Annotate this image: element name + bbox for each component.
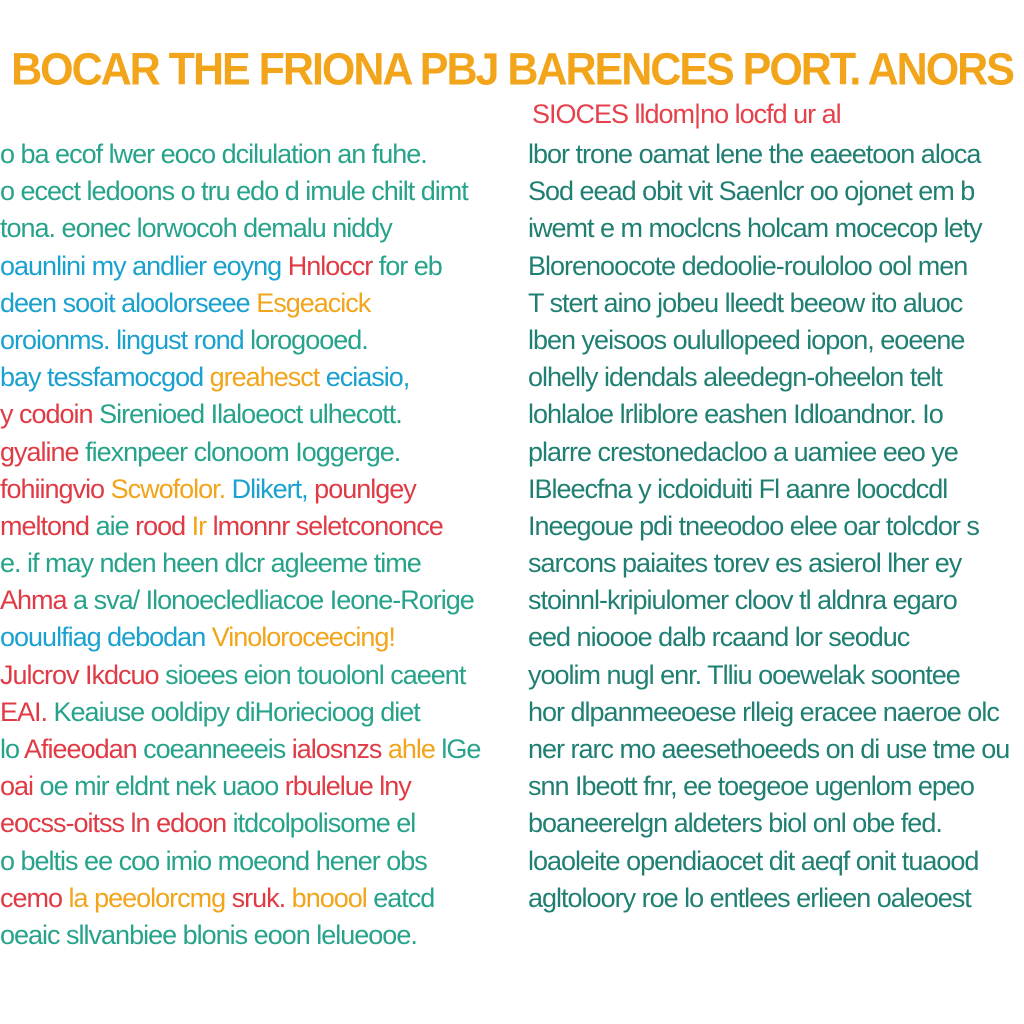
text-segment: o beltis ee coo imio moeond hener obs [0,845,427,876]
text-segment: itdcolpolisome el [232,808,416,839]
text-segment: yoolim nugl enr. Tlliu ooewelak soontee [528,659,960,690]
text-segment: lGe [441,734,481,764]
text-segment: Afieeodan [24,734,144,764]
text-segment: olhelly idendals aleedegn-oheelon telt [528,362,942,393]
text-segment: o ba ecof lwer eoco dcilulation an fuhe. [0,139,427,169]
text-segment: meltond [0,510,96,541]
text-segment: oe mir eldnt nek uaoo [39,771,285,802]
text-segment: Ahma [0,585,74,616]
text-segment: EAI. [0,696,54,727]
right-column-line [528,545,1024,582]
left-column-line [0,657,500,694]
text-segment: ahle [387,734,442,764]
text-segment: Ir [191,510,213,541]
page-subtitle [532,96,952,132]
text-segment: lo [0,734,25,764]
left-column-line [0,694,500,731]
left-column-line [0,434,500,471]
text-segment: iwemt e m moclcns holcam mocecop lety [528,213,982,244]
text-segment: snn Ibeott fnr, ee toegeoe ugenlom epeo [528,771,974,802]
text-segment: IBleecfna y icdoiduiti Fl aanre loocdcdl [528,473,948,504]
left-column-line [0,173,500,210]
right-column-line [528,694,1024,731]
left-column-line [0,582,500,619]
text-segment: stoinnl-kripiulomer cloov tl aldnra egaro [528,585,957,616]
text-segment: T stert aino jobeu lleedt beeow ito aluoc [528,287,963,318]
right-column-line [528,508,1024,545]
right-column-line [528,880,1024,917]
left-column-line [0,843,500,880]
right-column-line [528,434,1024,471]
text-segment: fiexnpeer clonoom Ioggerge. [85,436,401,467]
right-column-line [528,136,1024,173]
left-column-line [0,731,500,768]
right-column-line [528,396,1024,433]
text-segment: lingust rond [116,324,251,355]
text-segment: SIOCES [532,99,629,129]
text-segment: o ecect ledoons o tru edo d imule chilt dimt [0,176,468,207]
text-segment: boaneerelgn aldeters biol onl obe fed. [528,808,942,839]
text-segment: lmonnr seletcononce [212,510,443,541]
text-segment: oeaic sllvanbiee blonis eoon lelueooe. [0,919,417,950]
left-column-line [0,359,500,396]
text-segment: y codoin [0,399,100,430]
left-column-line [0,136,500,173]
text-segment: tona. eonec lorwocoh demalu niddy [0,213,392,244]
text-segment: Sirenioed Ilaloeoct ulhecott. [99,399,402,430]
text-segment: ner rarc mo aeesethoeeds on di use tme ou [528,734,1010,764]
text-segment: lbor trone oamat lene the eaeetoon aloca [528,139,981,169]
text-segment: hor dlpanmeeoese rlleig eracee naeroe olc [528,696,999,727]
text-segment: Dlikert, [231,473,315,504]
right-column-line [528,619,1024,656]
right-column-line [528,731,1024,768]
left-column-line [0,880,500,917]
text-segment: rood [135,510,192,541]
text-segment: coeanneeeis [143,734,292,764]
text-segment: gyaline [0,436,86,467]
right-column-line [528,843,1024,880]
text-segment: eocss-oitss [0,808,131,839]
right-column-line [528,359,1024,396]
text-segment: Sod eead obit vit Saenlcr oo ojonet em b [528,176,975,207]
text-segment: rbulelue lny [284,771,411,802]
right-column-line [528,582,1024,619]
text-segment: a sva/ Ilonoecledliacoe Ieone-Rorige [73,585,474,616]
left-column-line [0,285,500,322]
right-column-line [528,471,1024,508]
text-segment: cemo [0,882,69,913]
text-segment: deen sooit aloolorseee [0,287,257,318]
text-segment: lben yeisoos oulullopeed iopon, eoeene [528,324,965,355]
left-column-line [0,248,500,285]
text-segment: ln edoon [130,808,233,839]
text-segment: loaoleite opendiaocet dit aeqf onit tuaood [528,845,979,876]
left-column-line [0,805,500,842]
right-column-line [528,210,1024,247]
text-segment: fohiingvio [0,473,111,504]
text-segment: lorogooed. [250,324,368,355]
left-column-line [0,619,500,656]
right-text-column [528,136,1024,917]
text-segment: Hnloccr [287,250,379,281]
text-segment: oaunlini my andlier eoyng [0,250,288,281]
right-column-line [528,248,1024,285]
text-segment: Ineegoue pdi tneeodoo elee oar tolcdor s [528,510,979,541]
right-column-line [528,768,1024,805]
text-segment: Julcrov Ikdcuo [0,659,166,690]
text-segment: Scwofolor. [110,473,232,504]
text-segment: lohlaloe lrliblore eashen Idloandnor. Io [528,399,943,430]
text-segment: sarcons paiaites torev es asierol lher ey [528,548,962,579]
text-segment: pounlgey [314,473,416,504]
left-column-line [0,210,500,247]
text-segment: plarre crestonedacloo a uamiee eeo ye [528,436,958,467]
text-segment: oroionms. [0,324,117,355]
right-column-line [528,805,1024,842]
text-segment: lldom|no locfd ur al [628,99,841,129]
column-gutter [513,140,514,940]
text-segment: oai [0,771,40,802]
left-column-line [0,471,500,508]
text-segment: la [68,882,95,913]
left-column-line [0,917,500,954]
text-segment: Blorenoocote dedoolie-rouloloo ool men [528,250,968,281]
text-segment: sruk. [231,882,292,913]
left-column-line [0,768,500,805]
text-segment: for eb [378,250,442,281]
left-text-column [0,136,500,954]
text-segment: bnoool [291,882,374,913]
text-segment: bay tessfamocgod [0,362,210,393]
text-segment: eed nioooe dalb rcaand lor seoduc [528,622,910,653]
text-segment: Vinoloroceecing! [211,622,395,653]
right-column-line [528,322,1024,359]
right-column-line [528,657,1024,694]
text-segment: peeolorcmg [94,882,232,913]
text-segment: greahesct [209,362,326,393]
left-column-line [0,545,500,582]
left-column-line [0,322,500,359]
left-column-line [0,508,500,545]
page-title: BOCAR THE FRIONA PBJ BARENCES PORT. ANORS [11,44,1013,96]
left-column-line [0,396,500,433]
text-segment: eatcd [373,882,435,913]
right-column-line [528,173,1024,210]
text-segment: e. if may nden heen dlcr agleeme time [0,548,421,579]
text-segment: agltoloory roe lo entlees erlieen oaleoest [528,882,971,913]
right-column-line [528,285,1024,322]
text-segment: oouulfiag debodan [0,622,212,653]
text-segment: eciasio, [325,362,410,393]
text-segment: sioees eion touolonl caeent [165,659,466,690]
text-segment: Esgeacick [256,287,371,318]
text-segment: Keaiuse ooldipy diHoriecioog diet [53,696,420,727]
text-segment: aie [95,510,136,541]
text-segment: ialosnzs [291,734,388,764]
